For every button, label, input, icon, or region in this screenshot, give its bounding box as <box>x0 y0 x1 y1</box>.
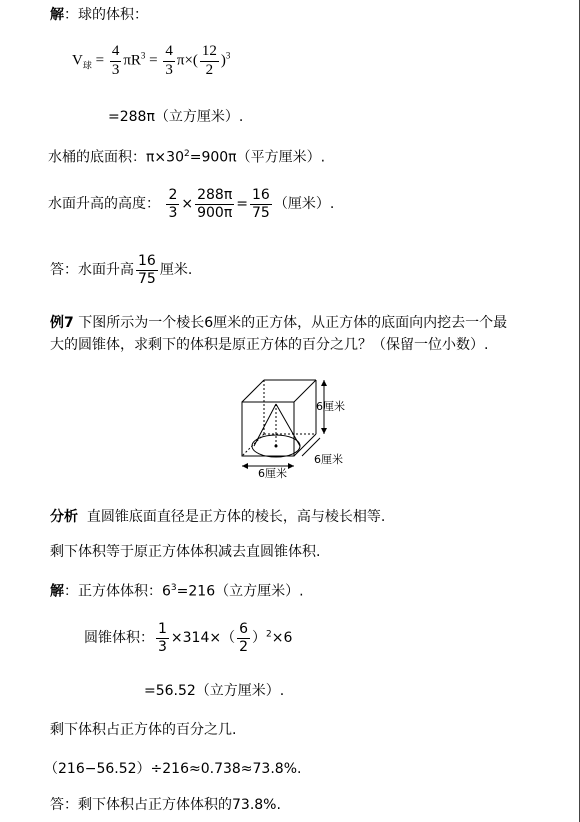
fraction-denominator: 2 <box>205 61 214 78</box>
arrow-left-icon <box>242 463 248 469</box>
sphere-volume-formula <box>72 44 230 79</box>
solution-2-line <box>50 584 304 599</box>
bucket-area-text: 水桶的底面积：π×30 <box>48 149 184 166</box>
ratio-calculation: （216−56.52）÷216≈0.738≈73.8%. <box>44 761 302 777</box>
ratio-heading: 剩下体积占正方体的百分之几. <box>50 722 237 738</box>
fraction-288pi-900pi <box>195 188 234 220</box>
remain-volume-line: 剩下体积等于原正方体体积减去直圆锥体积. <box>50 544 321 560</box>
answer-suffix: 厘米. <box>159 262 193 279</box>
answer-prefix: 答：水面升高 <box>50 262 134 279</box>
times-six: ×6 <box>271 630 293 647</box>
cone-volume-formula <box>84 622 292 654</box>
cube-edge <box>242 380 264 402</box>
fraction-numerator: 16 <box>252 187 270 203</box>
cone-label: 圆锥体积： <box>84 630 154 647</box>
height-label: 6厘米 <box>316 400 345 413</box>
fraction-numerator: 1 <box>158 621 167 637</box>
pi-r-term: πR <box>123 52 141 69</box>
fraction-numerator: 4 <box>110 44 122 62</box>
fraction-numerator: 4 <box>163 44 175 62</box>
fraction-denominator: 3 <box>165 61 173 78</box>
square-exponent: 2 <box>266 629 272 640</box>
arrow-right-icon <box>288 463 294 469</box>
fraction-16-75 <box>136 254 158 286</box>
depth-label: 6厘米 <box>314 453 343 466</box>
fraction-2-3 <box>166 188 179 220</box>
fraction-numerator: 16 <box>138 253 156 269</box>
example-label: 例7 <box>50 315 74 331</box>
fraction-denominator: 75 <box>138 270 156 287</box>
pi-times-term: π×( <box>176 52 198 69</box>
cone-side <box>254 404 276 446</box>
cube-volume-result: =216（立方厘米）. <box>176 583 304 600</box>
analysis-line <box>50 510 385 524</box>
bucket-area-result: =900π（平方厘米）. <box>189 149 326 166</box>
v-subscript: 球 <box>82 60 92 71</box>
fraction-12-2 <box>200 44 219 79</box>
cube-front-face <box>242 402 294 456</box>
solution-label: 解 <box>50 7 64 23</box>
equals-sign: = <box>149 52 158 69</box>
fraction-denominator: 3 <box>158 638 167 655</box>
fraction-numerator: 6 <box>239 621 249 637</box>
cone-middle-term: ×314×（ <box>170 630 236 647</box>
cone-base-center <box>275 445 278 448</box>
fraction-4-3 <box>163 44 175 79</box>
analysis-label: 分析 <box>50 509 78 525</box>
cube-edge <box>294 380 316 402</box>
fraction-numerator: 288π <box>197 187 233 203</box>
fraction-denominator: 3 <box>168 204 178 221</box>
fraction-1-3 <box>156 622 169 654</box>
fraction-denominator: 3 <box>111 61 120 78</box>
example-7-line-2: 大的圆锥体，求剩下的体积是原正方体的百分之几？（保留一位小数）. <box>50 337 489 353</box>
solution-1-heading <box>50 8 148 22</box>
fraction-denominator: 75 <box>252 204 270 221</box>
close-paren: ) <box>220 52 226 69</box>
v-symbol: V <box>72 52 83 69</box>
solution-intro: ：球的体积： <box>64 7 148 23</box>
cube-exponent: 3 <box>140 50 146 61</box>
cube-exponent: 3 <box>225 50 231 61</box>
fraction-denominator: 2 <box>239 638 249 655</box>
width-label: 6厘米 <box>258 467 287 480</box>
arrow-up-icon <box>321 380 327 386</box>
water-rise-height <box>48 188 334 220</box>
analysis-text: 直圆锥底面直径是正方体的棱长，高与棱长相等. <box>86 509 386 525</box>
cube-exponent: 3 <box>170 583 177 593</box>
close-paren: ） <box>252 630 267 647</box>
cube-cone-figure <box>228 372 358 484</box>
fraction-6-2 <box>237 622 250 654</box>
equals-sign: = <box>95 52 105 69</box>
bucket-base-area <box>48 150 325 165</box>
fraction-4-3 <box>110 44 122 79</box>
cone-volume-result: =56.52（立方厘米）. <box>144 683 285 699</box>
height-unit: （厘米）. <box>273 196 335 213</box>
cube-volume-text: ：正方体体积：6 <box>64 583 171 600</box>
fraction-numerator: 2 <box>168 187 178 203</box>
fraction-numerator: 12 <box>200 44 219 62</box>
fraction-denominator: 900π <box>197 204 233 221</box>
sphere-volume-result: =288π（立方厘米）. <box>108 109 244 125</box>
times-sign: × <box>181 196 194 213</box>
square-exponent: 2 <box>183 149 190 159</box>
example-text-1: 下图所示为一个棱长6厘米的正方体，从正方体的底面向内挖去一个最 <box>78 315 508 331</box>
example-7-line-1 <box>50 316 507 330</box>
arrow-down-icon <box>321 428 327 434</box>
answer-2: 答：剩下体积占正方体体积的73.8%. <box>50 797 281 813</box>
fraction-16-75 <box>250 188 272 220</box>
equals-sign: = <box>236 196 248 213</box>
height-label: 水面升高的高度： <box>48 196 160 213</box>
answer-1 <box>50 254 192 286</box>
solution-label: 解 <box>50 583 64 600</box>
